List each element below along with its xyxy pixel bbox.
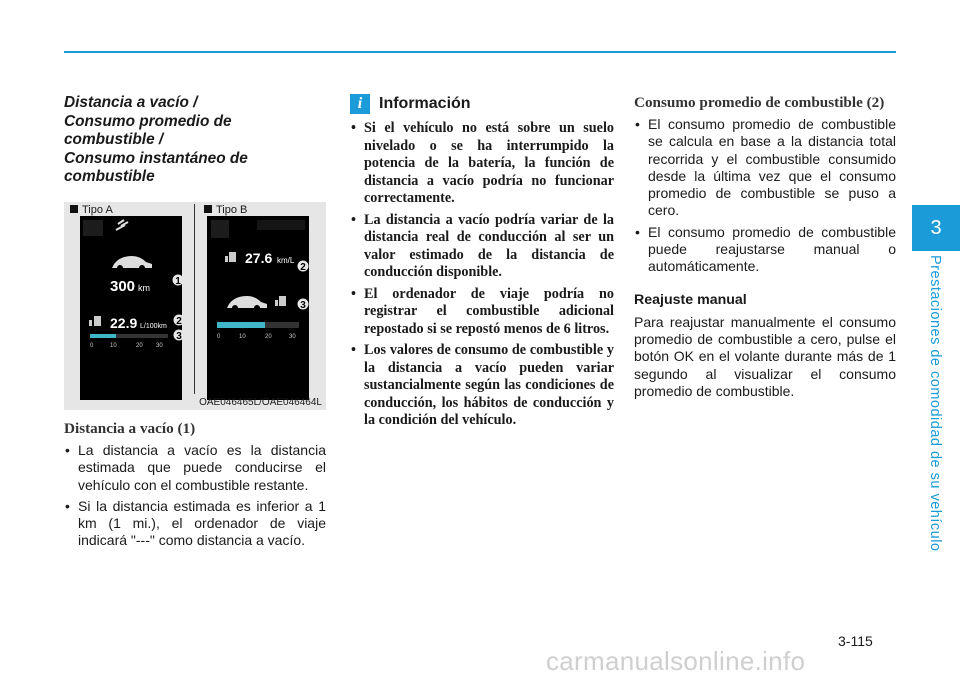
- list-item: • Si el vehículo no está sobre un suelo nivelado o se ha interrumpido la potencia de la batería, la función de distancia a vacío podría no funcionar correctamente.: [350, 120, 614, 208]
- range-unit: km: [138, 282, 150, 293]
- cluster-figure: [64, 202, 326, 410]
- range-value: 300: [110, 277, 136, 295]
- list-item: • El consumo promedio de combustible se calcula en base a la distancia total recorrida y el combustible consumido desde la última vez que el consumo promedio de combustible se puso a cero.: [634, 116, 896, 220]
- column-left: [64, 94, 326, 550]
- avg-consumption-heading: Consumo promedio de combustible (2): [634, 94, 885, 111]
- scale-tick: 0: [217, 333, 221, 340]
- screen-b-graphic: [207, 216, 309, 400]
- callout-2-label: 2: [300, 261, 306, 273]
- cluster-screen-type-a: [80, 216, 182, 400]
- consumption-bar-fill: [90, 334, 116, 338]
- list-item: • Si la distancia estimada es inferior a 1 km (1 mi.), el ordenador de viaje indicará "---" como distancia a vacío.: [64, 498, 326, 550]
- subheading-range: Distancia a vacío (1): [64, 419, 196, 437]
- column-right: [634, 94, 896, 400]
- heading-line: Consumo promedio de: [64, 112, 232, 130]
- top-left-box: [83, 220, 103, 236]
- figure-caption: OAE046465L/OAE046464L: [199, 396, 322, 408]
- page-number: 3-115: [838, 633, 873, 649]
- callout-3-label: 3: [176, 330, 182, 342]
- consumption-value: 27.6: [245, 249, 273, 266]
- info-header: [350, 94, 614, 114]
- cluster-screen-type-b: [207, 216, 309, 400]
- scale-tick: 10: [110, 342, 117, 349]
- square-bullet-icon: [204, 205, 212, 213]
- consumption-unit: L/100km: [140, 322, 167, 330]
- scale-tick: 10: [239, 333, 246, 340]
- scale-tick: 20: [136, 342, 143, 349]
- figure-divider: [194, 204, 195, 394]
- chapter-number-tab: 3: [912, 205, 960, 251]
- figure-label-b: [204, 204, 247, 216]
- info-bullets: [350, 120, 614, 430]
- heading-line: combustible: [64, 168, 155, 186]
- list-item: • La distancia a vacío es la distancia estimada que puede conducirse el vehículo con el combustible restante.: [64, 442, 326, 494]
- scale-tick: 30: [289, 333, 296, 340]
- chapter-title: Prestaciones de comodidad de su vehículo: [927, 255, 943, 552]
- list-item: • El consumo promedio de combustible puede reajustarse manual o automáticamente.: [634, 224, 896, 276]
- top-right-box: [257, 220, 305, 230]
- scale-tick: 0: [90, 342, 94, 349]
- consumption-bar-track: [116, 334, 168, 338]
- consumption-bar-track: [265, 322, 299, 328]
- range-bullets: [64, 442, 326, 550]
- column-middle: [350, 94, 614, 430]
- consumption-value: 22.9: [110, 314, 138, 331]
- manual-reset-paragraph: Para reajustar manualmente el consumo promedio de combustible a cero, pulse el botón OK en el volante durante más de 1 segundo al visualizar el consumo promedio de combustible.: [634, 313, 896, 399]
- avg-consumption-bullets: [634, 116, 896, 276]
- list-item: • El ordenador de viaje podría no registrar el combustible adicional repostado si se repostó menos de 6 litros.: [350, 286, 614, 339]
- top-rule: [64, 51, 896, 53]
- list-item: • La distancia a vacío podría variar de la distancia real de conducción al ser un valor estimado de la distancia de conducción disponible.: [350, 212, 614, 282]
- square-bullet-icon: [70, 205, 78, 213]
- top-left-box: [211, 220, 229, 238]
- heading-line: combustible /: [64, 131, 164, 149]
- callout-1-label: 1: [175, 275, 181, 287]
- heading-line: Consumo instantáneo de: [64, 149, 248, 167]
- info-title: Información: [379, 95, 471, 112]
- scale-tick: 30: [156, 342, 163, 349]
- manual-reset-heading: Reajuste manual: [634, 291, 747, 308]
- callout-3-label: 3: [300, 299, 306, 311]
- chapter-side-title: [915, 255, 955, 552]
- figure-label-a-text: Tipo A: [82, 203, 113, 216]
- section-heading: [64, 94, 326, 187]
- watermark: carmanualsonline.info: [546, 646, 806, 676]
- screen-a-graphic: [80, 216, 182, 400]
- callout-2-label: 2: [176, 315, 182, 327]
- figure-label-b-text: Tipo B: [216, 203, 248, 216]
- figure-label-a: [70, 204, 113, 216]
- list-item: • Los valores de consumo de combustible y la distancia a vacío pueden variar sustancialmente según las condiciones de conducción, los hábitos de conducción y la condición del vehículo.: [350, 342, 614, 430]
- consumption-bar-fill: [217, 322, 265, 328]
- info-icon: i: [350, 94, 370, 114]
- heading-line: Distancia a vacío /: [64, 94, 198, 111]
- consumption-unit: km/L: [277, 255, 295, 265]
- scale-tick: 20: [265, 333, 272, 340]
